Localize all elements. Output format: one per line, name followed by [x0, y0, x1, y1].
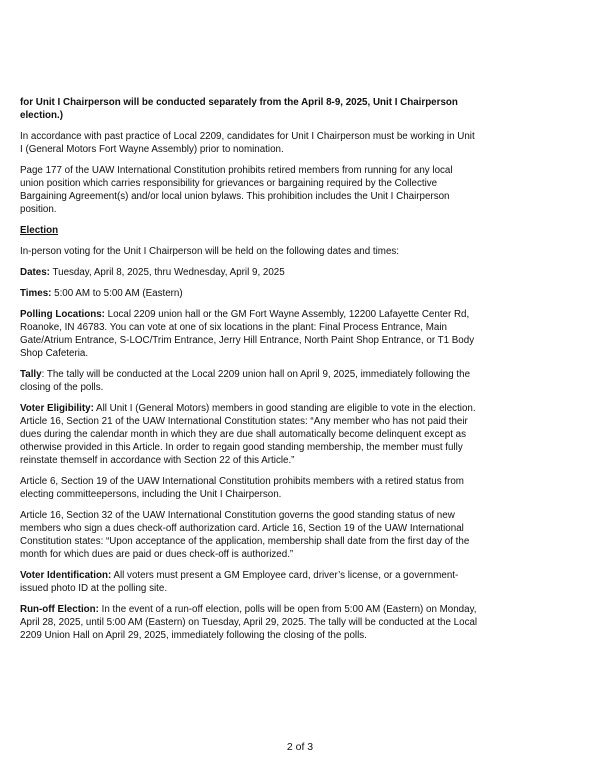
voter-eligibility-paragraph — [20, 402, 478, 467]
tally-paragraph — [20, 368, 478, 394]
runoff-value: In the event of a run-off election, polls will be open from 5:00 AM (Eastern) on Monday, April 28, 2025, until 5:00 AM (Eastern) on Tuesday, April 29, 2025. The tally will be conducted at the Local 2209 Union Hall on April 29, 2025, immediately following the closing of the polls. — [20, 604, 478, 641]
tally-label: Tally — [20, 369, 42, 380]
voter-id-paragraph — [20, 569, 478, 595]
document-body — [20, 96, 478, 650]
election-heading-text: Election — [20, 225, 59, 236]
dates-label: Dates: — [20, 267, 50, 278]
article-16-paragraph: Article 16, Section 32 of the UAW International Constitution governs the good standing status of new members who sign a dues check-off authorization card. Article 16, Section 19 of the UAW International Constitution states: “Upon acceptance of the application, membership shall date from the first day of the month for which dues are paid or dues check-off is authorized.” — [20, 510, 470, 560]
page-177-paragraph: Page 177 of the UAW International Constitution prohibits retired members from running for any local union position which carries responsibility for grievances or bargaining required by the Collective Bargaining Agreement(s) and/or local union bylaws. This prohibition includes the Unit I Chairperson position. — [20, 165, 453, 215]
dates-value: Tuesday, April 8, 2025, thru Wednesday, April 9, 2025 — [49, 267, 285, 278]
times-value: 5:00 AM to 5:00 AM (Eastern) — [51, 288, 183, 299]
past-practice-paragraph: In accordance with past practice of Local 2209, candidates for Unit I Chairperson must be working in Unit I (General Motors Fort Wayne Assembly) prior to nomination. — [20, 131, 475, 155]
tally-value: : The tally will be conducted at the Local 2209 union hall on April 9, 2025, immediately following the closing of the polls. — [20, 369, 471, 393]
polling-value: Local 2209 union hall or the GM Fort Wayne Assembly, 12200 Lafayette Center Rd, Roanoke, IN 46783. You can vote at one of six locations in the plant: Final Process Entrance, Main Gate/Atrium Entrance, S-LOC/Trim Entrance, Jerry Hill Entrance, North Paint Shop Entrance, or T1 Body Shop Cafeteria. — [20, 309, 475, 359]
times-paragraph — [20, 287, 478, 300]
article-6-paragraph: Article 6, Section 19 of the UAW International Constitution prohibits members with a retired status from electing committeepersons, including the Unit I Chairperson. — [20, 476, 464, 500]
runoff-label: Run-off Election: — [20, 604, 99, 615]
voter-id-label: Voter Identification: — [20, 570, 112, 581]
eligibility-label: Voter Eligibility: — [20, 403, 94, 414]
dates-paragraph — [20, 266, 478, 279]
intro-bold-paragraph: for Unit I Chairperson will be conducted separately from the April 8-9, 2025, Unit I Chairperson election.) — [20, 97, 458, 121]
eligibility-value: All Unit I (General Motors) members in good standing are eligible to vote in the election. Article 16, Section 21 of the UAW International Constitution states: “Any member who has not paid their dues during the calendar month in which they are due shall automatically become delinquent except as otherwise provided in this Article. In order to regain good standing membership, the member must fully reinstate themself in accordance with Section 22 of this Article.” — [20, 403, 476, 466]
voter-id-value: All voters must present a GM Employee card, driver’s license, or a government-issued photo ID at the polling site. — [20, 570, 459, 594]
page-number: 2 of 3 — [286, 741, 314, 753]
runoff-paragraph — [20, 603, 478, 642]
times-label: Times: — [20, 288, 52, 299]
polling-locations-paragraph — [20, 308, 478, 360]
election-intro-paragraph: In-person voting for the Unit I Chairperson will be held on the following dates and times: — [20, 246, 400, 257]
election-heading — [20, 224, 478, 237]
polling-label: Polling Locations: — [20, 309, 105, 320]
